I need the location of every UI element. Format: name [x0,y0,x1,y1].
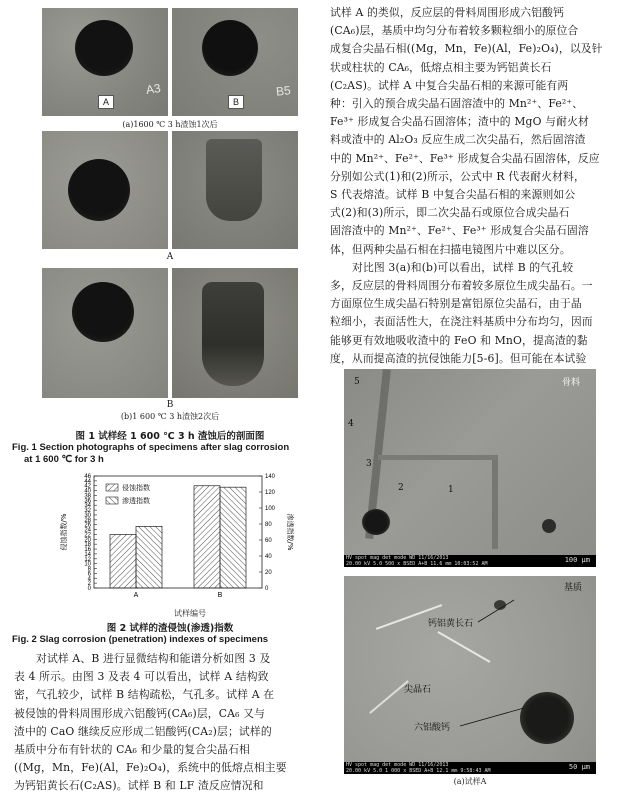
y-tick-label: 40 [84,488,91,495]
y-tick-label: 0 [87,586,91,592]
y-tick-label: 8 [87,566,91,573]
y-tick-label: 4 [87,576,91,583]
fig1-title-en-2: at 1 600 ℃ for 3 h [24,454,104,465]
text-line: 试样 A 的类似，反应层的骨料周围形成六铝酸钙 [330,6,565,19]
y-right-tick-label: 20 [265,570,272,576]
text-line: S 代表熔渣。试样 B 中复合尖晶石相的来源则如公 [330,188,576,202]
sem1-scale: 100 μm [564,556,590,564]
text-line: 渣中的 CaO 继续反应形成二铝酸钙(CA₂)层；试样的 [14,724,272,738]
y-tick-label: 36 [84,498,91,505]
y-tick-label: 2 [87,581,91,588]
grain-boundary [378,455,498,460]
y-tick-label: 30 [84,512,91,519]
sem2-info-bar [344,762,596,774]
text-line: 基质中分布有针状的 CA₆ 和少量的复合尖晶石相 [14,743,250,757]
fig1-photo-b3 [172,268,298,398]
text-line: 被侵蚀的骨料周围形成六铝酸钙(CA₆)层，CA₆ 又与 [14,706,266,720]
text-line: ((Mg，Mn，Fe)(Al，Fe)₂O₄)，系统中的低熔点相主要 [14,761,287,775]
y-tick-label: 32 [84,508,91,515]
y-tick-label: 10 [84,561,91,568]
sem2-leader-lines [344,576,596,774]
text-line: 方面原位生成尖晶石特别是富铝原位尖晶石，由于晶 [330,297,582,311]
y-right-tick-label: 100 [265,506,276,512]
y-tick-label: 12 [84,556,91,563]
fig1-cap-b: (b)1 600 ℃ 3 h渣蚀2次后 [120,412,220,421]
y-tick-label: 46 [84,474,91,480]
y-tick-label: 38 [84,493,91,500]
sem2-label-melilite: 钙铝黄长石 [428,619,474,629]
fig2-chart [40,468,310,614]
y-tick-label: 22 [84,532,91,539]
text-line: 成复合尖晶石相((Mg，Mn，Fe)(Al，Fe)₂O₄)，以及针 [330,42,603,56]
text-line: 状或柱状的 CA₆，低熔点相主要为钙铝黄长石 [330,60,552,74]
text-line: 能够更有效地吸收渣中的 FeO 和 MnO，提高渣的黏 [330,333,588,347]
legend-swatch-penetration [106,497,118,504]
sem2-info-2: 20.00 kV 5.0 1 000 x BSED A+B 12.1 mm 9:58:43 AM [346,768,491,774]
y-tick-label: 44 [84,478,91,485]
text-line: 料或渣中的 Al₂O₃ 反应生成二次尖晶石，然后固溶渣 [330,133,586,147]
sem2-corner-label: 基质 [564,583,583,593]
sem1-info-2: 20.00 kV 5.0 500 x BSED A+B 11.6 mm 10:03:52 AM [346,561,488,567]
sem-image-2 [344,576,596,774]
left-text [14,650,326,796]
y-right-axis-title: 渗透指数/% [286,513,294,551]
text-line: 为钙铝黄长石(C₂AS)。试样 B 和 LF 渣反应情况和 [14,779,264,793]
pore [362,509,390,535]
fig1-label-a: A [98,95,114,109]
text-line: 多，反应层的骨料周围分布着较多原位生成尖晶石。一 [330,279,593,293]
fig2-title-cn: 图 2 试样的渣侵蚀(渗透)指数 [106,623,234,634]
sem1-point-1: 1 [448,485,454,495]
y-tick-label: 18 [84,542,91,549]
y-tick-label: 24 [84,527,91,534]
text-line: (C₂AS)。试样 A 中复合尖晶石相的来源可能有两 [330,78,569,92]
text-line: 分别如公式(1)和(2)所示，公式中 R 代表耐火材料， [330,169,585,183]
sem1-corner-label: 骨料 [562,378,581,388]
crater [72,282,134,342]
crater [75,20,133,76]
sem1-point-3: 3 [366,459,372,469]
legend-label-penetration: 渗透指数 [122,497,150,505]
fig1-title-en-1: Fig. 1 Section photographs of specimens after slag corrosion [12,442,290,453]
y-tick-label: 20 [84,537,91,544]
pore [542,519,556,533]
sem1-point-4: 4 [348,419,354,429]
y-right-tick-label: 60 [265,538,272,544]
fig1-cap-a: (a)1600 ℃ 3 h渣蚀1次后 [122,120,218,129]
text-line: 度，从而提高渣的抗侵蚀能力[5-6]。但可能在本试验 [330,351,587,365]
sem1-point-5: 5 [354,377,360,387]
y-tick-label: 16 [84,547,91,554]
text-line: 种：引入的预合成尖晶石固溶渣中的 Mn²⁺、Fe²⁺、 [330,97,584,111]
sem2-info-1: HV spot mag det mode WD 11/16/2013 [346,762,449,768]
crater [202,20,258,76]
sem-image-1 [344,369,596,567]
crater [206,139,262,221]
fig1-photo-a2 [42,131,168,249]
text-line: 中的 Mn²⁺、Fe²⁺、Fe³⁺ 形成复合尖晶石固溶体，反应 [330,151,600,165]
sem2-label-spinel: 尖晶石 [404,685,432,695]
bar-penetration [220,487,246,588]
text-line: 粒细小，表面活性大，在浇注料基质中分布均匀，因而 [330,315,593,329]
sem1-point-2: 2 [398,483,404,493]
text-line: 密，气孔较少，试样 B 结构疏松，气孔多。试样 A 在 [14,688,275,702]
y-right-tick-label: 140 [265,474,276,480]
crater [68,159,130,221]
sem2-label-ca6: 六铝酸钙 [414,723,451,733]
legend-swatch-corrosion [106,484,118,491]
right-text [330,4,630,368]
y-axis-title: 侵蚀指数/% [60,513,68,551]
fig1-photo-b2 [172,131,298,249]
y-tick-label: 42 [84,483,91,490]
y-right-tick-label: 80 [265,522,272,528]
y-right-tick-label: 120 [265,490,276,496]
mark-a3: A3 [145,81,162,97]
text-line: 对比图 3(a)和(b)可以看出，试样 B 的气孔较 [352,260,574,274]
sem2-scale: 50 μm [568,763,590,771]
bar-corrosion [194,486,220,588]
text-line: 体，但两种尖晶石相在扫描电镜图片中难以区分。 [330,242,571,256]
text-line: 对试样 A、B 进行显微结构和能谱分析如图 3 及 [36,652,271,665]
y-tick-label: 14 [84,551,91,558]
legend-label-corrosion: 侵蚀指数 [122,484,150,492]
mark-b5: B5 [275,83,292,99]
y-tick-label: 6 [87,571,91,578]
bar-corrosion [110,534,136,588]
y-tick-label: 28 [84,517,91,524]
x-tick-label: B [217,592,223,599]
y-right-tick-label: 0 [265,586,269,592]
fig1-title-cn: 图 1 试样经 1 600 ℃ 3 h 渣蚀后的剖面图 [75,431,265,442]
fig1-label-b: B [228,95,244,109]
text-line: Fe³⁺ 形成复合尖晶石固溶体；渣中的 MgO 与耐火材 [330,115,589,129]
sem2-caption: (a)试样A [453,777,487,786]
text-line: 固溶渣中的 Mn²⁺、Fe²⁺、Fe³⁺ 形成复合尖晶石固溶 [330,224,589,238]
text-line: (CA₆)层，基质中均匀分布着较多颗粒细小的原位合 [330,24,579,38]
grain-boundary [492,459,498,549]
sem1-info-1: HV spot mag det mode WD 11/16/2013 [346,555,449,561]
y-right-tick-label: 40 [265,554,272,560]
fig1-label-mid-a: A [166,252,174,262]
fig2-xlabel: 试样编号 [174,609,206,618]
fig1-photo-a3 [42,268,168,398]
fig2-title-en: Fig. 2 Slag corrosion (penetration) indexes of specimens [12,634,269,645]
x-tick-label: A [133,592,139,599]
bar-penetration [136,526,162,588]
crater [202,282,264,386]
sem1-info-bar [344,555,596,567]
y-tick-label: 26 [84,522,91,529]
text-line: 式(2)和(3)所示，即二次尖晶石或原位合成尖晶石 [330,206,570,220]
fig1-label-mid-b: B [166,400,174,410]
y-tick-label: 34 [84,503,91,510]
text-line: 表 4 所示。由图 3 及表 4 可以看出，试样 A 结构致 [14,670,269,684]
